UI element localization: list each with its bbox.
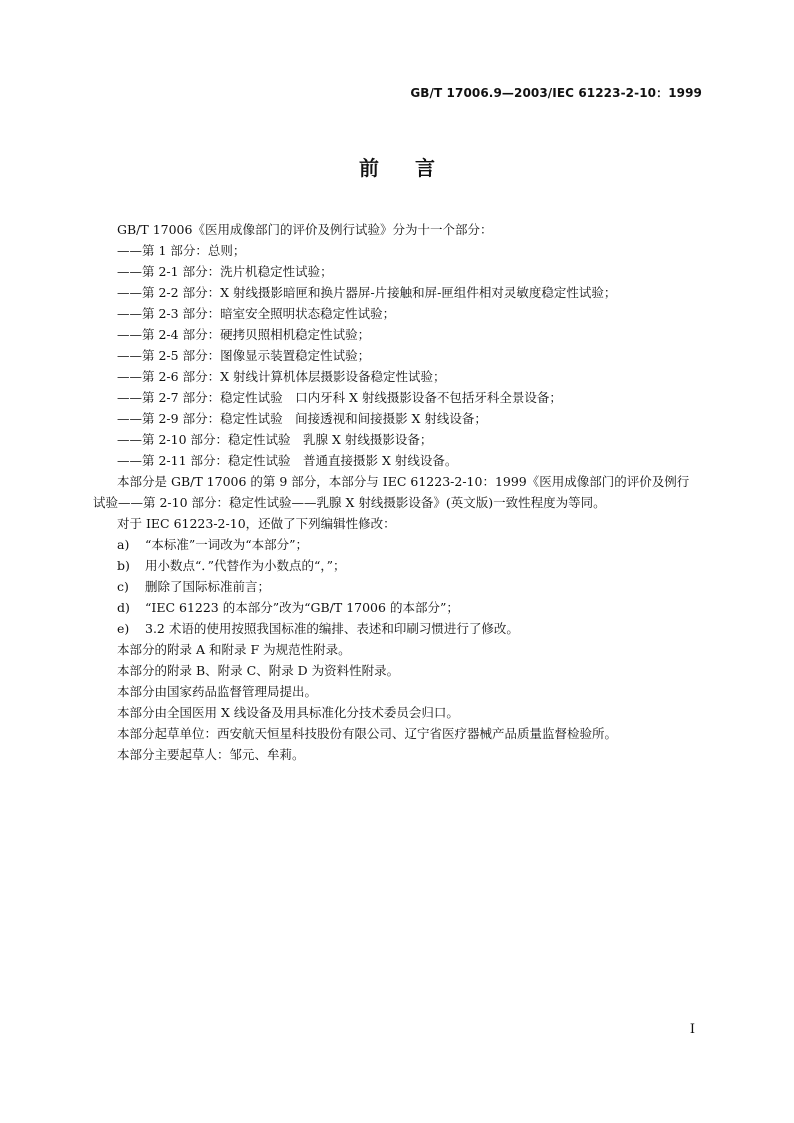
part-list-item: ——第 2-10 部分：稳定性试验 乳腺 X 射线摄影设备；	[117, 432, 433, 447]
edits-intro: 对于 IEC 61223-2-10，还做了下列编辑性修改：	[117, 516, 396, 531]
intro-paragraph: GB/T 17006《医用成像部门的评价及例行试验》分为十一个部分：	[117, 222, 493, 237]
edit-item-label: e)	[117, 621, 130, 636]
part-list-item: ——第 1 部分：总则；	[117, 243, 246, 258]
part-list-item: ——第 2-11 部分：稳定性试验 普通直接摄影 X 射线设备。	[117, 453, 458, 468]
part-list-item: ——第 2-7 部分：稳定性试验 口内牙科 X 射线摄影设备不包括牙科全景设备；	[117, 390, 562, 405]
part-list-item: ——第 2-6 部分：X 射线计算机体层摄影设备稳定性试验；	[117, 369, 446, 384]
edit-item-label: a)	[117, 537, 130, 552]
page-number: I	[689, 1022, 695, 1037]
closing-paragraph: 本部分的附录 B、附录 C、附录 D 为资料性附录。	[117, 663, 400, 678]
relation-line-2: 试验——第 2-10 部分：稳定性试验——乳腺 X 射线摄影设备》(英文版)一致性程度为等同。	[93, 495, 606, 510]
edit-item	[117, 534, 710, 555]
page-title: 前言	[359, 156, 471, 180]
part-list-item: ——第 2-1 部分：洗片机稳定性试验；	[117, 264, 333, 279]
part-list-item: ——第 2-3 部分：暗室安全照明状态稳定性试验；	[117, 306, 396, 321]
standard-number: GB/T 17006.9—2003/IEC 61223-2-10：1999	[410, 86, 702, 100]
edit-item-label: c)	[117, 579, 129, 594]
closing-paragraph: 本部分起草单位：西安航天恒星科技股份有限公司、辽宁省医疗器械产品质量监督检验所。	[117, 726, 618, 741]
edit-item-label: b)	[117, 558, 130, 573]
foreword-body	[93, 219, 710, 765]
closing-paragraph: 本部分主要起草人：邹元、牟莉。	[117, 747, 305, 762]
part-list-item: ——第 2-4 部分：硬拷贝照相机稳定性试验；	[117, 327, 371, 342]
relation-line-1: 本部分是 GB/T 17006 的第 9 部分，本部分与 IEC 61223-2-10：1999《医用成像部门的评价及例行	[117, 474, 690, 489]
closing-paragraph: 本部分由国家药品监督管理局提出。	[117, 684, 318, 699]
edit-item-text: 用小数点“．”代替作为小数点的“，”；	[145, 558, 346, 573]
edit-item-text: 3.2 术语的使用按照我国标准的编排、表述和印刷习惯进行了修改。	[145, 621, 519, 636]
part-list-item: ——第 2-5 部分：图像显示装置稳定性试验；	[117, 348, 371, 363]
edit-item-text: “IEC 61223 的本部分”改为“GB/T 17006 的本部分”；	[145, 600, 459, 615]
part-list-item: ——第 2-2 部分：X 射线摄影暗匣和换片器屏-片接触和屏-匣组件相对灵敏度稳定性试验；	[117, 285, 617, 300]
closing-paragraph: 本部分由全国医用 X 线设备及用具标准化分技术委员会归口。	[117, 705, 459, 720]
edit-item	[117, 597, 710, 618]
edit-item	[117, 555, 710, 576]
edit-item-label: d)	[117, 600, 130, 615]
edit-item-text: 删除了国际标准前言；	[145, 579, 271, 594]
relation-paragraph	[93, 471, 710, 513]
edit-item-text: “本标准”一词改为“本部分”；	[145, 537, 309, 552]
part-list-item: ——第 2-9 部分：稳定性试验 间接透视和间接摄影 X 射线设备；	[117, 411, 487, 426]
edit-item	[117, 576, 710, 597]
closing-paragraph: 本部分的附录 A 和附录 F 为规范性附录。	[117, 642, 351, 657]
edit-item	[117, 618, 710, 639]
